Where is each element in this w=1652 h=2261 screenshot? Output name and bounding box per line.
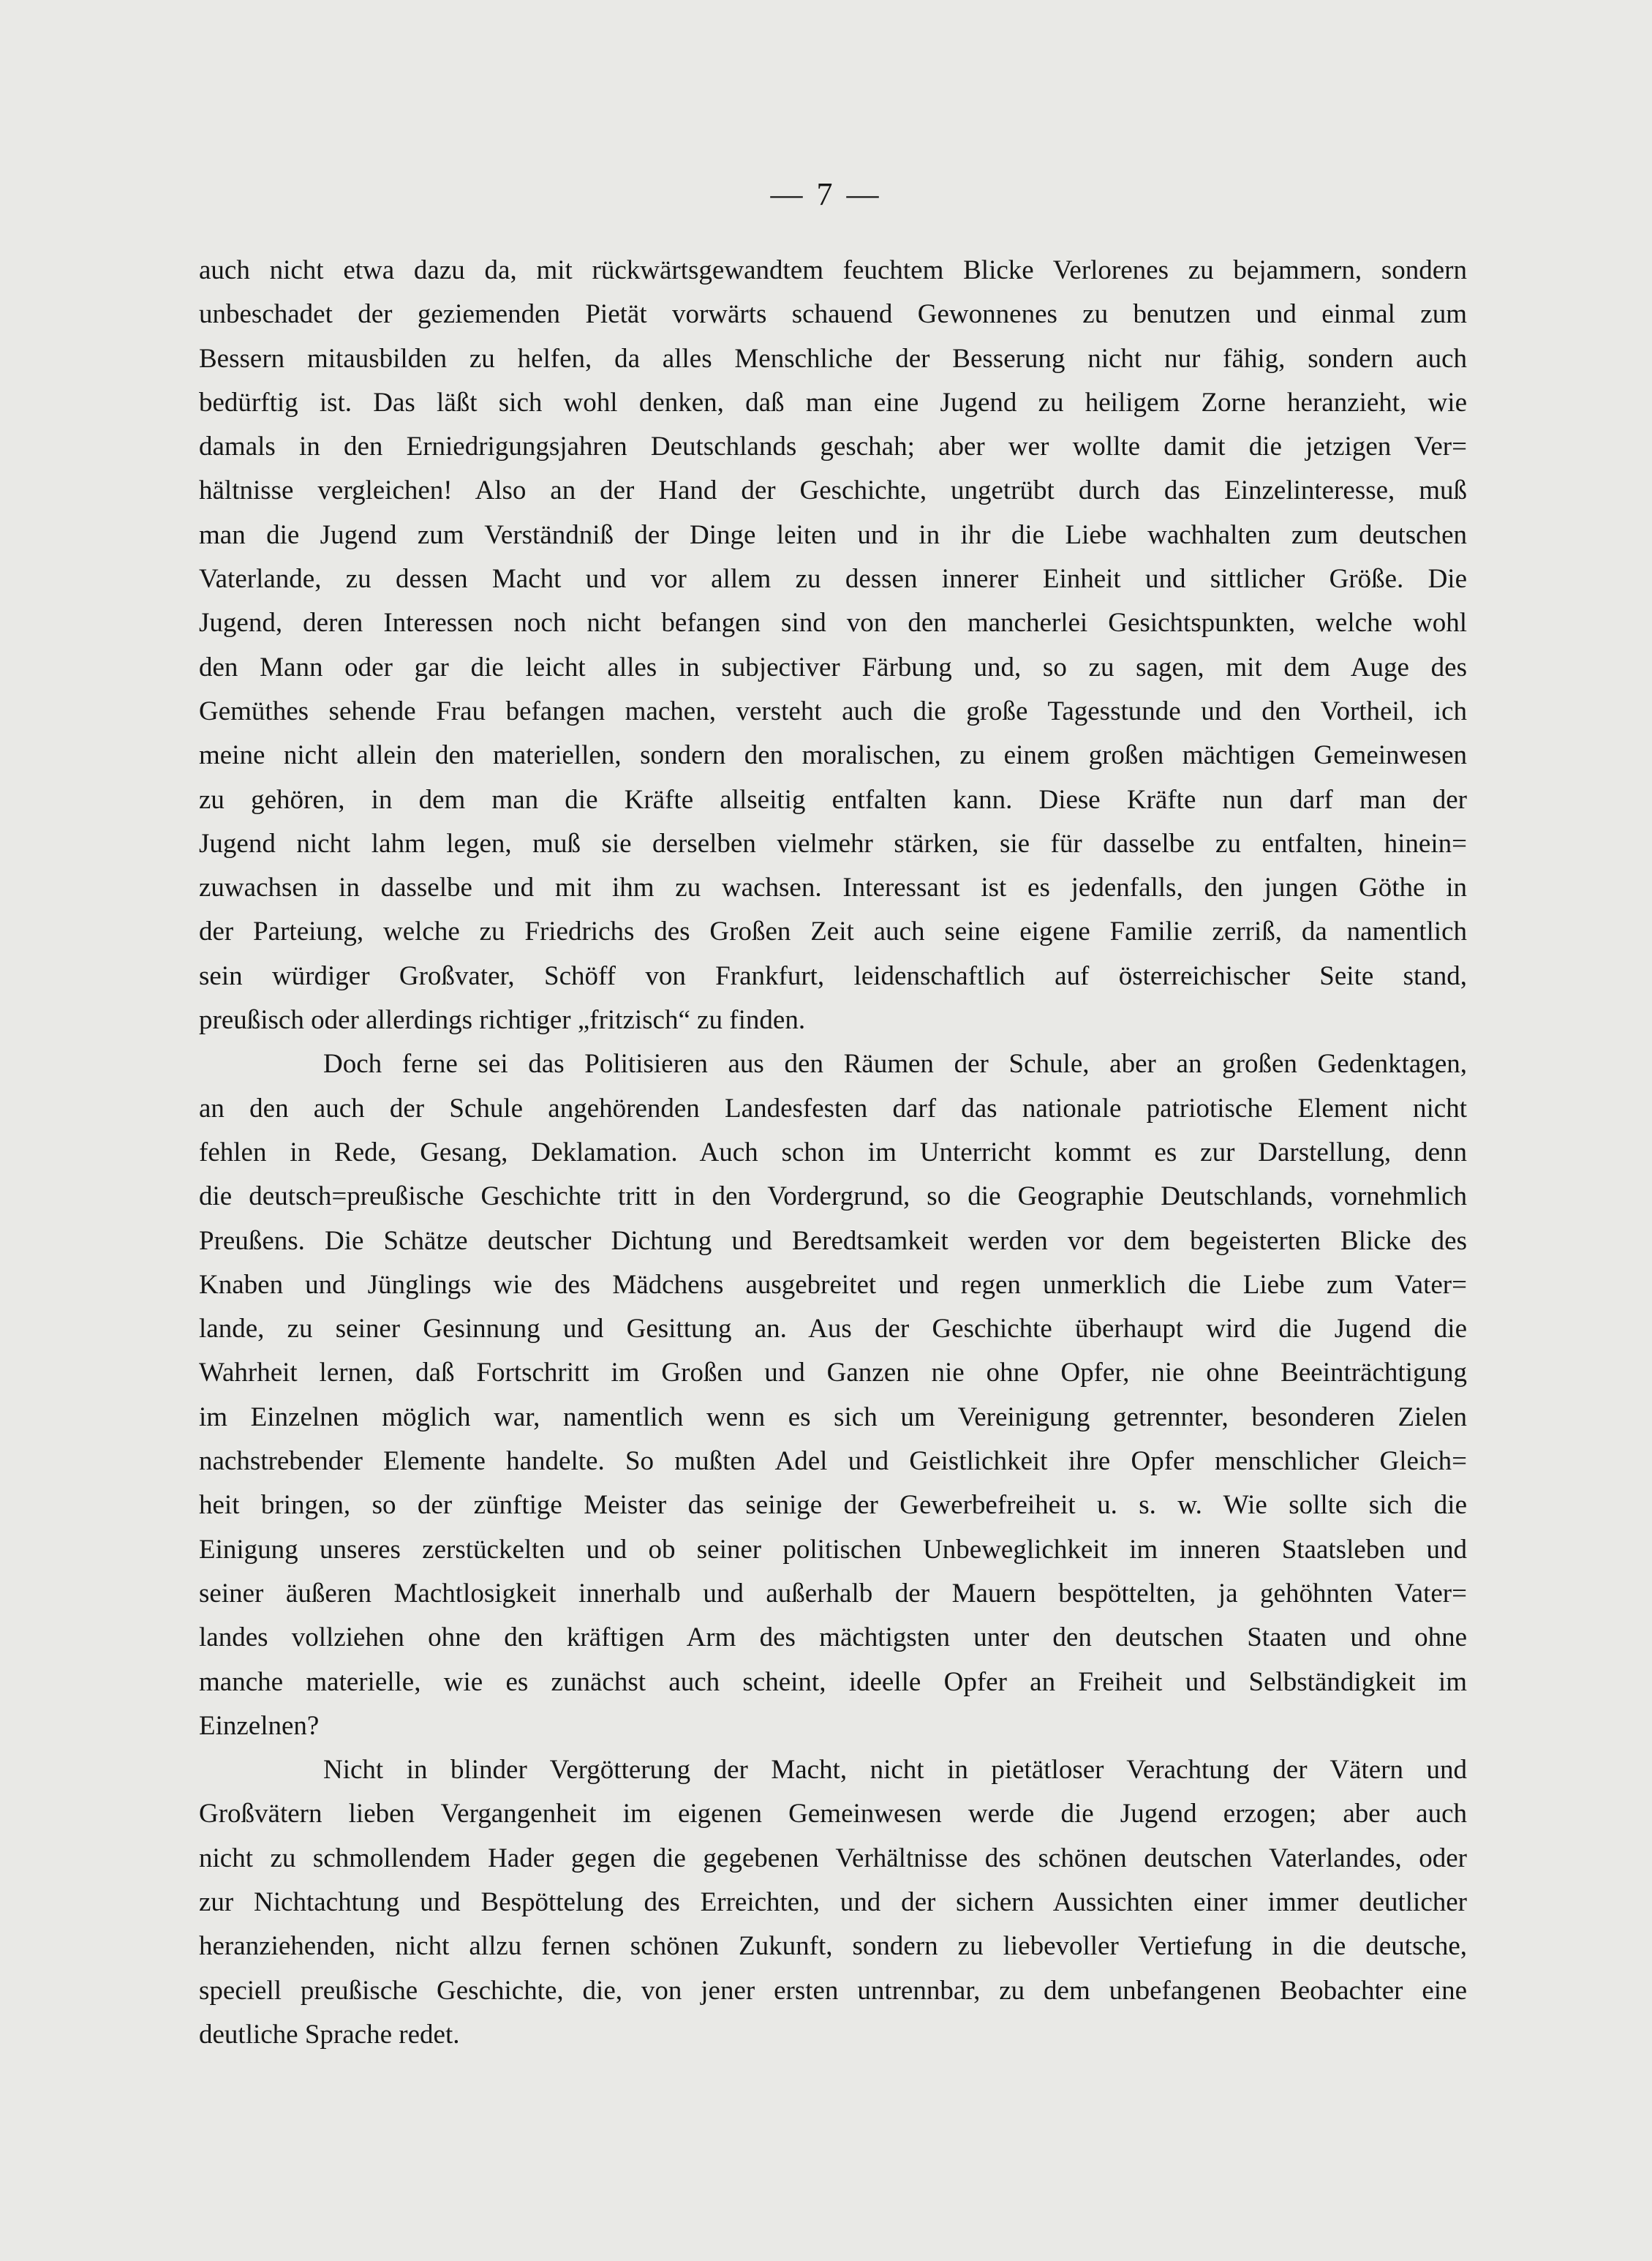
text-line: Knaben und Jünglings wie des Mädchens ausgebreitet und regen unmerklich die Liebe zum Vater=: [199, 1269, 1467, 1300]
text-line: speciell preußische Geschichte, die, von jener ersten untrennbar, zu dem unbefangenen Beobachter eine: [199, 1975, 1467, 2006]
text-line: der Parteiung, welche zu Friedrichs des Großen Zeit auch seine eigene Familie zerriß, da namentlich: [199, 917, 1467, 947]
text-line: Jugend, deren Interessen noch nicht befangen sind von den mancherlei Gesichtspunkten, welche wohl: [199, 608, 1467, 639]
text-line: nachstrebender Elemente handelte. So mußten Adel und Geistlichkeit ihre Opfer menschlicher Gleich=: [199, 1446, 1467, 1477]
body-text: [199, 249, 1467, 2057]
text-line: heit bringen, so der zünftige Meister das seinige der Gewerbefreiheit u. s. w. Wie sollte sich die: [199, 1490, 1467, 1521]
text-line: meine nicht allein den materiellen, sondern den moralischen, zu einem großen mächtigen Gemeinwesen: [199, 740, 1467, 771]
text-line: Einigung unseres zerstückelten und ob seiner politischen Unbeweglichkeit im inneren Staatsleben und: [199, 1534, 1467, 1565]
text-line: landes vollziehen ohne den kräftigen Arm des mächtigsten unter den deutschen Staaten und ohne: [199, 1622, 1467, 1653]
text-line: heranziehenden, nicht allzu fernen schönen Zukunft, sondern zu liebevoller Vertiefung in die deutsche,: [199, 1931, 1467, 1962]
text-line: im Einzelnen möglich war, namentlich wenn es sich um Vereinigung getrennter, besonderen Zielen: [199, 1402, 1467, 1432]
text-line: nicht zu schmollendem Hader gegen die gegebenen Verhältnisse des schönen deutschen Vaterlandes, oder: [199, 1843, 1467, 1873]
text-line: seiner äußeren Machtlosigkeit innerhalb und außerhalb der Mauern bespöttelten, ja gehöhnten Vater=: [199, 1578, 1467, 1609]
text-line: hältnisse vergleichen! Also an der Hand der Geschichte, ungetrübt durch das Einzelinteresse, muß: [199, 475, 1467, 506]
text-line: unbeschadet der geziemenden Pietät vorwärts schauend Gewonnenes zu benutzen und einmal zum: [199, 299, 1467, 330]
text-line: zur Nichtachtung und Bespöttelung des Erreichten, und der sichern Aussichten einer immer deutlicher: [199, 1886, 1467, 1917]
text-line: Bessern mitausbilden zu helfen, da alles Menschliche der Besserung nicht nur fähig, sondern auch: [199, 343, 1467, 374]
text-line: Gemüthes sehende Frau befangen machen, versteht auch die große Tagesstunde und den Vortheil, ich: [199, 696, 1467, 726]
text-line: Preußens. Die Schätze deutscher Dichtung und Beredtsamkeit werden vor dem begeisterten Blicke des: [199, 1225, 1467, 1256]
paragraph: [199, 1748, 1467, 2057]
text-line: sein würdiger Großvater, Schöff von Frankfurt, leidenschaftlich auf österreichischer Seite stand,: [199, 960, 1467, 991]
text-line: lande, zu seiner Gesinnung und Gesittung an. Aus der Geschichte überhaupt wird die Jugend die: [199, 1314, 1467, 1344]
text-line: auch nicht etwa dazu da, mit rückwärtsgewandtem feuchtem Blicke Verlorenes zu bejammern, sondern: [199, 255, 1467, 285]
text-line: preußisch oder allerdings richtiger „fritzisch“ zu finden.: [199, 1005, 806, 1036]
text-line: Großvätern lieben Vergangenheit im eigenen Gemeinwesen werde die Jugend erzogen; aber auch: [199, 1799, 1467, 1829]
paragraph: [199, 1042, 1467, 1748]
text-line: den Mann oder gar die leicht alles in subjectiver Färbung und, so zu sagen, mit dem Auge des: [199, 652, 1467, 682]
text-line: manche materielle, wie es zunächst auch scheint, ideelle Opfer an Freiheit und Selbständigkeit im: [199, 1666, 1467, 1697]
text-line: deutliche Sprache redet.: [199, 2019, 460, 2050]
text-line: die deutsch=preußische Geschichte tritt in den Vordergrund, so die Geographie Deutschlands, vornehmlich: [199, 1181, 1467, 1212]
text-line: Jugend nicht lahm legen, muß sie derselben vielmehr stärken, sie für dasselbe zu entfalten, hinein=: [199, 828, 1467, 859]
text-line: Nicht in blinder Vergötterung der Macht, nicht in pietätloser Verachtung der Vätern und: [323, 1755, 1467, 1786]
text-line: bedürftig ist. Das läßt sich wohl denken, daß man eine Jugend zu heiligem Zorne heranzieht, wie: [199, 387, 1467, 418]
text-line: Einzelnen?: [199, 1710, 320, 1741]
text-line: an den auch der Schule angehörenden Landesfesten darf das nationale patriotische Element nicht: [199, 1093, 1467, 1124]
text-line: man die Jugend zum Verständniß der Dinge leiten und in ihr die Liebe wachhalten zum deutschen: [199, 519, 1467, 550]
text-line: Wahrheit lernen, daß Fortschritt im Großen und Ganzen nie ohne Opfer, nie ohne Beeinträchtigung: [199, 1358, 1467, 1388]
text-line: fehlen in Rede, Gesang, Deklamation. Auch schon im Unterricht kommt es zur Darstellung, denn: [199, 1137, 1467, 1167]
text-line: damals in den Erniedrigungsjahren Deutschlands geschah; aber wer wollte damit die jetzigen Ver=: [199, 432, 1467, 462]
text-line: Doch ferne sei das Politisieren aus den Räumen der Schule, aber an großen Gedenktagen,: [323, 1049, 1467, 1080]
text-line: zuwachsen in dasselbe und mit ihm zu wachsen. Interessant ist es jedenfalls, den jungen Göthe in: [199, 873, 1467, 903]
paragraph: [199, 249, 1467, 1042]
page-number: — 7 —: [770, 176, 882, 212]
text-line: Vaterlande, zu dessen Macht und vor allem zu dessen innerer Einheit und sittlicher Größe. Die: [199, 564, 1467, 595]
text-line: zu gehören, in dem man die Kräfte allseitig entfalten kann. Diese Kräfte nun darf man der: [199, 784, 1467, 815]
